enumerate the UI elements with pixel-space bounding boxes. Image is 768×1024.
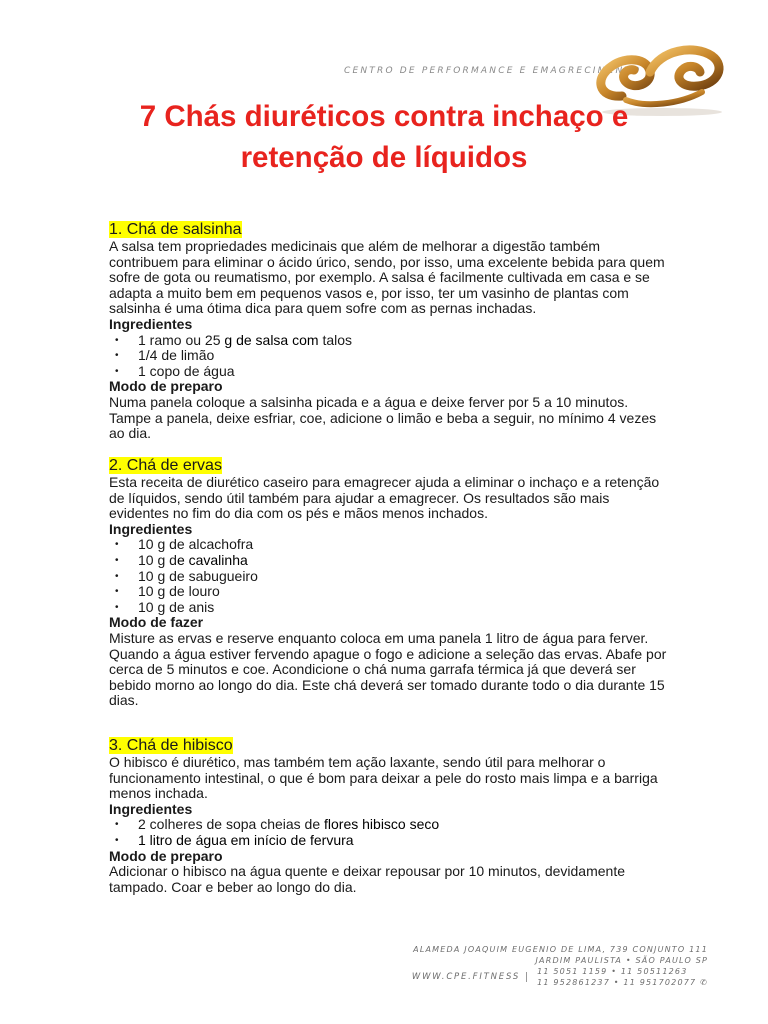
list-item: • 10 g de anis bbox=[109, 600, 669, 616]
title-line-2: retenção de líquidos bbox=[240, 141, 528, 174]
header-brand: CENTRO DE PERFORMANCE E EMAGRECIMENTO bbox=[344, 66, 642, 76]
footer-phone-line-1: 11 5051 1159 • 11 50511263 bbox=[537, 967, 688, 976]
section-ervas bbox=[109, 456, 669, 709]
ingredients-label: Ingredientes bbox=[109, 315, 193, 332]
ingredients-list bbox=[109, 817, 669, 848]
method-label: Modo de fazer bbox=[109, 614, 204, 631]
section-body: A salsa tem propriedades medicinais que além de melhorar a digestão também contribuem para eliminar o ácido úrico, sendo, por isso, uma excelente bebida para quem sofre de gota ou reumatismo, por exemplo. A salsa é facilmente cultivada em casa e se adapta a muito bem em pequenos vasos e, por isso, ter um vasinho de plantas com salsinha é uma ótima dica para quem sofre com as pernas inchadas. bbox=[109, 238, 665, 317]
method-text: Misture as ervas e reserve enquanto coloca em uma panela 1 litro de água para ferver. Quando a água estiver fervendo apague o fogo e adicione a seleção das ervas. Abafe por cerca de 5 minutos e coe. Acondicione o chá numa garrafa térmica já que deverá ser bebido morno ao longo do dia. Este chá deverá ser tomado durante todo o dia durante 15 dias. bbox=[109, 629, 667, 709]
footer-phone-line-2: 11 952861237 • 11 951702077 ✆ bbox=[537, 978, 708, 987]
section-body: Esta receita de diurético caseiro para emagrecer ajuda a eliminar o inchaço e a retenção de líquidos, sendo útil também para ajudar a emagrecer. Os resultados são mais evidentes no fim do dia com os pés e mãos menos inchados. bbox=[109, 474, 660, 522]
method-label: Modo de preparo bbox=[109, 847, 223, 864]
ingredients-label: Ingredientes bbox=[109, 520, 193, 537]
footer-address-line-2: JARDIM PAULISTA • SÃO PAULO SP bbox=[535, 956, 708, 965]
section-body: O hibisco é diurético, mas também tem ação laxante, sendo útil para melhorar o funcionamento intestinal, o que é bom para deixar a pele do rosto mais limpa e a barriga menos inchada. bbox=[109, 754, 658, 802]
section-title: 2. Chá de ervas bbox=[109, 457, 222, 474]
section-hibisco bbox=[109, 736, 669, 895]
method-label: Modo de preparo bbox=[109, 378, 223, 395]
method-text: Adicionar o hibisco na água quente e deixar repousar por 10 minutos, devidamente tampado. Coar e beber ao longo do dia. bbox=[109, 863, 625, 895]
section-title: 1. Chá de salsinha bbox=[109, 221, 242, 238]
footer-contact bbox=[412, 944, 708, 988]
footer-website: WWW.CPE.FITNESS bbox=[412, 972, 527, 982]
list-item: • 1 copo de água bbox=[109, 364, 669, 380]
footer-address-line-1: ALAMEDA JOAQUIM EUGENIO DE LIMA, 739 CONJUNTO 111 bbox=[413, 945, 708, 954]
title-line-1: 7 Chás diuréticos contra inchaço e bbox=[139, 100, 629, 133]
whatsapp-icon: ✆ bbox=[700, 978, 708, 987]
ingredients-label: Ingredientes bbox=[109, 800, 193, 817]
list-item: • 10 g de louro bbox=[109, 584, 669, 600]
list-item: • 2 colheres de sopa cheias de flores hibisco seco bbox=[109, 817, 669, 833]
ingredients-list bbox=[109, 333, 669, 380]
list-item: • 10 g de cavalinha bbox=[109, 553, 669, 569]
list-item: • 10 g de alcachofra bbox=[109, 537, 669, 553]
list-item: • 10 g de sabugueiro bbox=[109, 569, 669, 585]
section-salsinha bbox=[109, 220, 669, 442]
section-title: 3. Chá de hibisco bbox=[109, 737, 233, 754]
page-title bbox=[60, 96, 708, 178]
list-item: • 1 litro de água em início de fervura bbox=[109, 833, 669, 849]
method-text: Numa panela coloque a salsinha picada e a água e deixe ferver por 5 a 10 minutos. Tampe a panela, deixe esfriar, coe, adicione o limão e beba a seguir, no mínimo 4 vezes ao dia. bbox=[109, 393, 657, 442]
list-item: • 1/4 de limão bbox=[109, 348, 669, 364]
ingredients-list bbox=[109, 537, 669, 615]
list-item: • 1 ramo ou 25 g de salsa com talos bbox=[109, 333, 669, 349]
